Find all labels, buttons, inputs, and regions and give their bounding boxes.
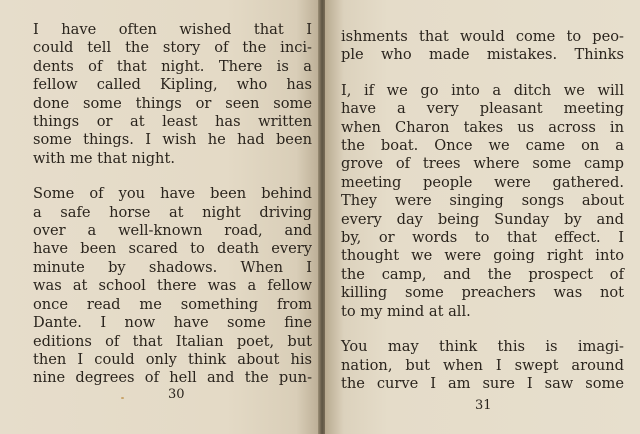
text-line: the boat. Once we came on a bbox=[341, 137, 624, 155]
text-line: a safe horse at night driving bbox=[33, 203, 312, 221]
text-line: dents of that night. There is a bbox=[33, 57, 312, 75]
paragraph bbox=[341, 338, 624, 393]
text-line: meeting people were gathered. bbox=[341, 173, 624, 191]
text-line: with me that night. bbox=[33, 149, 175, 167]
text-line: over a well-known road, and bbox=[33, 222, 312, 240]
text-line: grove of trees where some camp bbox=[341, 155, 624, 173]
text-line: could tell the story of the inci- bbox=[33, 39, 312, 57]
text-line: ishments that would come to peo- bbox=[341, 28, 624, 45]
text-line: the curve I am sure I saw some bbox=[341, 374, 624, 392]
text-line: ple who made mistakes. Thinks bbox=[341, 46, 624, 64]
right-page bbox=[325, 0, 640, 434]
text-line: nation, but when I swept around bbox=[341, 356, 624, 374]
text-line: the camp, and the prospect of bbox=[341, 265, 624, 283]
text-line: done some things or seen some bbox=[33, 94, 312, 112]
text-line: was at school there was a fellow bbox=[33, 277, 312, 295]
paper-speck bbox=[121, 397, 124, 399]
text-line: minute by shadows. When I bbox=[33, 258, 312, 276]
text-line: when Charon takes us across in bbox=[341, 118, 624, 136]
paragraph bbox=[33, 185, 312, 387]
text-line: You may think this is imagi- bbox=[341, 338, 624, 356]
paragraph bbox=[33, 21, 312, 168]
text-line: thought we were going right into bbox=[341, 247, 624, 265]
text-line: editions of that Italian poet, but bbox=[33, 332, 312, 350]
text-line: Some of you have been behind bbox=[33, 185, 312, 203]
text-line: to my mind at all. bbox=[341, 302, 471, 320]
text-line: by, or words to that effect. I bbox=[341, 229, 624, 247]
text-line: some things. I wish he had been bbox=[33, 131, 312, 149]
text-line: nine degrees of hell and the pun- bbox=[33, 369, 312, 387]
page-number: 30 bbox=[168, 387, 185, 402]
text-line: fellow called Kipling, who has bbox=[33, 76, 312, 94]
text-line: killing some preachers was not bbox=[341, 284, 624, 302]
page-number: 31 bbox=[475, 398, 492, 413]
text-line: have been scared to death every bbox=[33, 240, 312, 258]
text-line: I have often wished that I bbox=[33, 21, 312, 38]
text-line: things or at least has written bbox=[33, 113, 312, 131]
paragraph bbox=[341, 28, 624, 65]
text-line: once read me something from bbox=[33, 295, 312, 313]
text-line: have a very pleasant meeting bbox=[341, 100, 624, 118]
text-line: then I could only think about his bbox=[33, 350, 312, 368]
paragraph bbox=[341, 82, 624, 321]
text-line: I, if we go into a ditch we will bbox=[341, 81, 624, 99]
text-line: They were singing songs about bbox=[341, 192, 624, 210]
text-line: every day being Sunday by and bbox=[341, 210, 624, 228]
text-line: Dante. I now have some fine bbox=[33, 314, 312, 332]
